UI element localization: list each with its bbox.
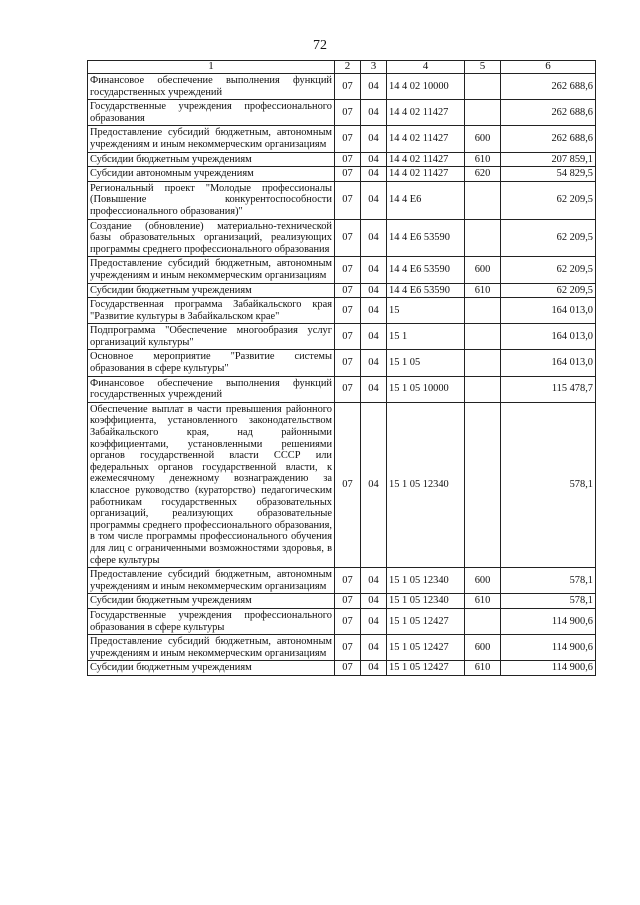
- row-section: 07: [335, 167, 361, 182]
- row-expense-type: [465, 74, 501, 100]
- row-section: 07: [335, 635, 361, 661]
- table-row: [88, 152, 596, 167]
- row-name: Субсидии бюджетным учреждениям: [88, 152, 335, 167]
- table-row: [88, 257, 596, 283]
- page-number: 72: [313, 38, 327, 53]
- row-expense-type: 610: [465, 594, 501, 609]
- table-row: [88, 126, 596, 152]
- table-row: [88, 283, 596, 298]
- row-section: 07: [335, 283, 361, 298]
- row-target-article: 14 4 02 11427: [387, 100, 465, 126]
- row-target-article: 14 4 02 11427: [387, 126, 465, 152]
- row-name: Предоставление субсидий бюджетным, автономным учреждениям и иным некоммерческим организациям: [88, 257, 335, 283]
- row-section: 07: [335, 350, 361, 376]
- row-subsection: 04: [361, 257, 387, 283]
- row-subsection: 04: [361, 74, 387, 100]
- row-expense-type: [465, 376, 501, 402]
- table-row: [88, 635, 596, 661]
- header-target-article: 4: [387, 61, 465, 74]
- row-expense-type: [465, 100, 501, 126]
- row-target-article: 14 4 E6 53590: [387, 219, 465, 257]
- row-target-article: 15 1 05 12427: [387, 608, 465, 634]
- row-name: Государственные учреждения профессионального образования в сфере культуры: [88, 608, 335, 634]
- row-amount: 578,1: [501, 402, 596, 567]
- row-expense-type: [465, 324, 501, 350]
- row-section: 07: [335, 298, 361, 324]
- row-target-article: 15 1 05 12427: [387, 635, 465, 661]
- row-amount: 164 013,0: [501, 350, 596, 376]
- row-amount: 207 859,1: [501, 152, 596, 167]
- row-amount: 262 688,6: [501, 100, 596, 126]
- row-subsection: 04: [361, 402, 387, 567]
- row-subsection: 04: [361, 635, 387, 661]
- row-target-article: 15 1 05 10000: [387, 376, 465, 402]
- row-name: Субсидии автономным учреждениям: [88, 167, 335, 182]
- row-section: 07: [335, 661, 361, 676]
- row-name: Создание (обновление) материально-технической базы образовательных организаций, реализующих программы среднего профессионального образования: [88, 219, 335, 257]
- row-amount: 62 209,5: [501, 257, 596, 283]
- row-expense-type: [465, 181, 501, 219]
- row-amount: 62 209,5: [501, 283, 596, 298]
- row-subsection: 04: [361, 219, 387, 257]
- row-target-article: 15 1: [387, 324, 465, 350]
- row-section: 07: [335, 402, 361, 567]
- row-expense-type: 610: [465, 152, 501, 167]
- row-expense-type: 600: [465, 635, 501, 661]
- table-row: [88, 100, 596, 126]
- row-subsection: 04: [361, 298, 387, 324]
- row-amount: 164 013,0: [501, 324, 596, 350]
- table-row: [88, 594, 596, 609]
- row-name: Предоставление субсидий бюджетным, автономным учреждениям и иным некоммерческим организациям: [88, 126, 335, 152]
- row-name: Государственные учреждения профессионального образования: [88, 100, 335, 126]
- row-subsection: 04: [361, 167, 387, 182]
- table-row: [88, 298, 596, 324]
- row-expense-type: 600: [465, 568, 501, 594]
- table-row: [88, 181, 596, 219]
- table-row: [88, 402, 596, 567]
- row-section: 07: [335, 74, 361, 100]
- row-target-article: 14 4 02 11427: [387, 167, 465, 182]
- row-subsection: 04: [361, 126, 387, 152]
- row-expense-type: 620: [465, 167, 501, 182]
- row-subsection: 04: [361, 594, 387, 609]
- row-section: 07: [335, 257, 361, 283]
- row-target-article: 14 4 E6 53590: [387, 283, 465, 298]
- row-section: 07: [335, 376, 361, 402]
- header-subsection: 3: [361, 61, 387, 74]
- table-row: [88, 350, 596, 376]
- row-target-article: 15 1 05 12340: [387, 594, 465, 609]
- row-target-article: 14 4 02 11427: [387, 152, 465, 167]
- header-row: [88, 61, 596, 74]
- row-amount: 578,1: [501, 568, 596, 594]
- row-amount: 262 688,6: [501, 74, 596, 100]
- row-amount: 54 829,5: [501, 167, 596, 182]
- row-name: Обеспечение выплат в части превышения районного коэффициента, установленного законодательством Забайкальского края, над районными коэффициентами, установленными решениями органов государственной власти СССР или федеральных органов государственной власти, к ежемесячному денежному вознаграждению за классное руководство (кураторство) педагогическим работникам государственных образовательных организаций, реализующих образовательные программы среднего профессионального образования, в том числе программы профессионального обучения для лиц с ограниченными возможностями здоровья, в сфере культуры: [88, 402, 335, 567]
- row-expense-type: [465, 350, 501, 376]
- row-amount: 164 013,0: [501, 298, 596, 324]
- row-name: Финансовое обеспечение выполнения функций государственных учреждений: [88, 376, 335, 402]
- row-expense-type: 600: [465, 126, 501, 152]
- row-subsection: 04: [361, 100, 387, 126]
- row-section: 07: [335, 608, 361, 634]
- header-name: 1: [88, 61, 335, 74]
- row-expense-type: 600: [465, 257, 501, 283]
- row-expense-type: [465, 608, 501, 634]
- row-name: Субсидии бюджетным учреждениям: [88, 594, 335, 609]
- row-amount: 115 478,7: [501, 376, 596, 402]
- row-amount: 62 209,5: [501, 181, 596, 219]
- row-section: 07: [335, 181, 361, 219]
- row-name: Субсидии бюджетным учреждениям: [88, 661, 335, 676]
- table-row: [88, 219, 596, 257]
- row-target-article: 15: [387, 298, 465, 324]
- row-expense-type: [465, 219, 501, 257]
- row-target-article: 15 1 05 12427: [387, 661, 465, 676]
- header-amount: 6: [501, 61, 596, 74]
- row-name: Субсидии бюджетным учреждениям: [88, 283, 335, 298]
- row-name: Подпрограмма "Обеспечение многообразия услуг организаций культуры": [88, 324, 335, 350]
- table-row: [88, 568, 596, 594]
- row-subsection: 04: [361, 376, 387, 402]
- table-row: [88, 167, 596, 182]
- table-row: [88, 376, 596, 402]
- row-amount: 262 688,6: [501, 126, 596, 152]
- row-expense-type: [465, 298, 501, 324]
- row-subsection: 04: [361, 181, 387, 219]
- row-target-article: 15 1 05: [387, 350, 465, 376]
- row-subsection: 04: [361, 350, 387, 376]
- row-amount: 578,1: [501, 594, 596, 609]
- table-row: [88, 74, 596, 100]
- budget-table: [87, 60, 596, 676]
- row-section: 07: [335, 126, 361, 152]
- table-row: [88, 608, 596, 634]
- row-subsection: 04: [361, 568, 387, 594]
- row-subsection: 04: [361, 152, 387, 167]
- row-section: 07: [335, 324, 361, 350]
- table-row: [88, 661, 596, 676]
- row-amount: 114 900,6: [501, 635, 596, 661]
- row-target-article: 15 1 05 12340: [387, 568, 465, 594]
- header-section: 2: [335, 61, 361, 74]
- row-section: 07: [335, 152, 361, 167]
- row-subsection: 04: [361, 661, 387, 676]
- row-amount: 114 900,6: [501, 608, 596, 634]
- row-target-article: 14 4 E6: [387, 181, 465, 219]
- row-section: 07: [335, 568, 361, 594]
- row-section: 07: [335, 594, 361, 609]
- row-name: Государственная программа Забайкальского края "Развитие культуры в Забайкальском крае": [88, 298, 335, 324]
- row-target-article: 15 1 05 12340: [387, 402, 465, 567]
- row-name: Предоставление субсидий бюджетным, автономным учреждениям и иным некоммерческим организациям: [88, 568, 335, 594]
- row-subsection: 04: [361, 608, 387, 634]
- row-expense-type: 610: [465, 661, 501, 676]
- row-subsection: 04: [361, 324, 387, 350]
- row-target-article: 14 4 E6 53590: [387, 257, 465, 283]
- row-name: Предоставление субсидий бюджетным, автономным учреждениям и иным некоммерческим организациям: [88, 635, 335, 661]
- row-name: Региональный проект "Молодые профессионалы (Повышение конкурентоспособности профессионального образования)": [88, 181, 335, 219]
- row-expense-type: [465, 402, 501, 567]
- row-amount: 62 209,5: [501, 219, 596, 257]
- row-amount: 114 900,6: [501, 661, 596, 676]
- row-target-article: 14 4 02 10000: [387, 74, 465, 100]
- row-subsection: 04: [361, 283, 387, 298]
- row-expense-type: 610: [465, 283, 501, 298]
- row-section: 07: [335, 100, 361, 126]
- table-row: [88, 324, 596, 350]
- row-section: 07: [335, 219, 361, 257]
- header-expense-type: 5: [465, 61, 501, 74]
- row-name: Финансовое обеспечение выполнения функций государственных учреждений: [88, 74, 335, 100]
- row-name: Основное мероприятие "Развитие системы образования в сфере культуры": [88, 350, 335, 376]
